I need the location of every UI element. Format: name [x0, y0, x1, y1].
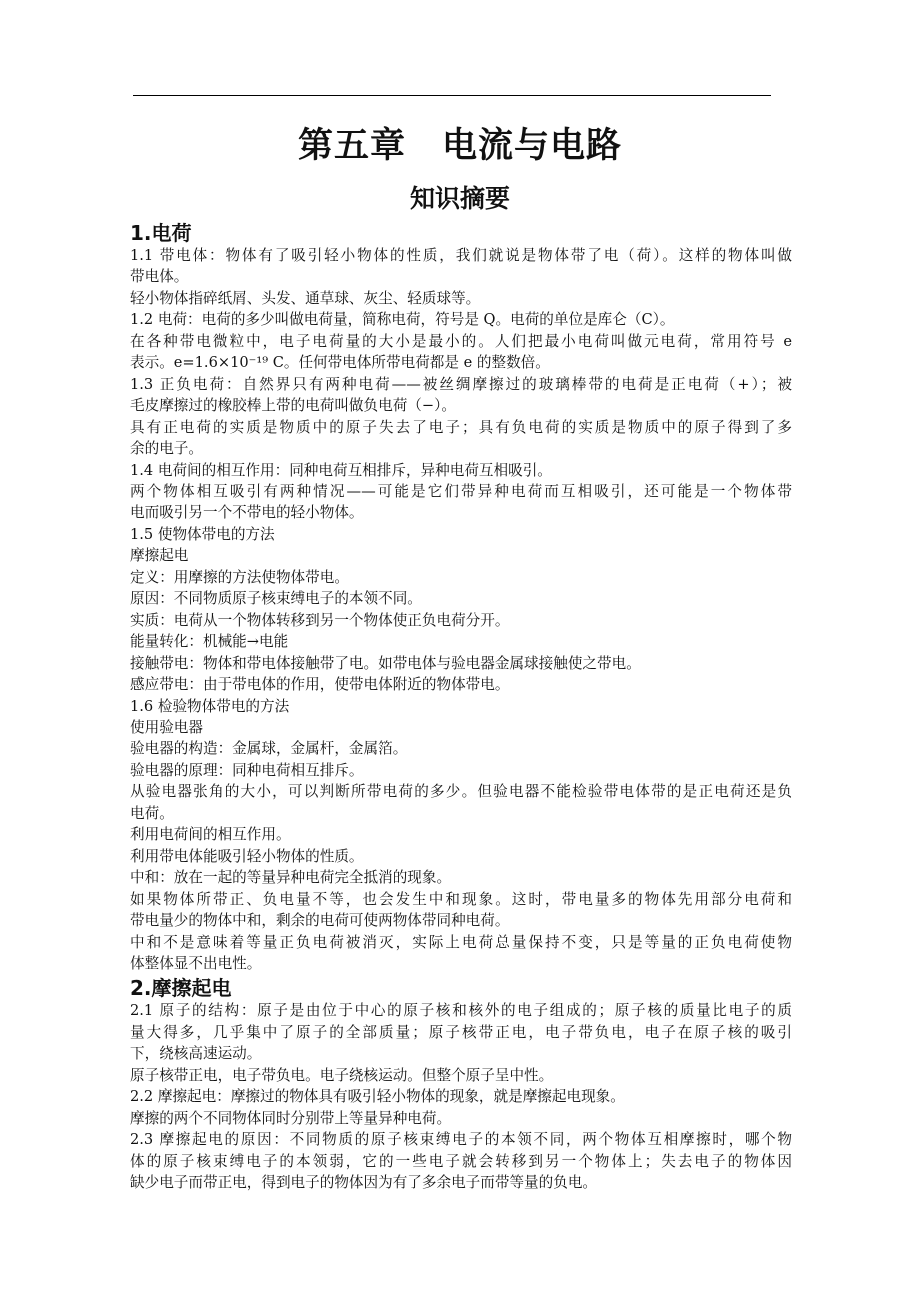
text-line: 余的电子。 [130, 440, 203, 458]
chapter-title: 第五章 电流与电路 [297, 126, 622, 166]
text-line: 带电体。 [130, 268, 189, 286]
text-line: 缺少电子而带正电，得到电子的物体因为有了多余电子而带等量的负电。 [130, 1174, 598, 1192]
text-line: 1.4 电荷间的相互作用：同种电荷互相排斥，异种电荷互相吸引。 [130, 461, 552, 479]
text-line: 毛皮摩擦过的橡胶棒上带的电荷叫做负电荷（−）。 [130, 397, 456, 415]
text-line: 从验电器张角的大小，可以判断所带电荷的多少。但验电器不能检验带电体带的是正电荷还是负 [130, 783, 792, 801]
text-line: 2.2 摩擦起电：摩擦过的物体具有吸引轻小物体的现象，就是摩擦起电现象。 [130, 1088, 625, 1106]
text-line: 体整体显不出电性。 [130, 954, 262, 972]
text-line: 接触带电：物体和带电体接触带了电。如带电体与验电器金属球接触使之带电。 [130, 654, 641, 672]
text-line: 感应带电：由于带电体的作用，使带电体附近的物体带电。 [130, 676, 510, 694]
text-line: 表示。e=1.6×10⁻¹⁹ C。任何带电体所带电荷都是 e 的整数倍。 [130, 354, 550, 372]
document-body [130, 221, 792, 1193]
text-line: 两个物体相互吸引有两种情况——可能是它们带异种电荷而互相吸引，还可能是一个物体带 [130, 482, 792, 500]
text-line: 1.2 电荷：电荷的多少叫做电荷量，简称电荷，符号是 Q。电荷的单位是库仑（C）。 [130, 311, 675, 329]
text-line: 1.5 使物体带电的方法 [130, 525, 275, 543]
section-heading: 1.电荷 [130, 221, 192, 245]
text-line: 如果物体所带正、负电量不等，也会发生中和现象。这时，带电量多的物体先用部分电荷和 [130, 890, 792, 908]
text-line: 定义：用摩擦的方法使物体带电。 [130, 568, 349, 586]
text-line: 1.3 正负电荷：自然界只有两种电荷——被丝绸摩擦过的玻璃棒带的电荷是正电荷（+）；被 [130, 375, 792, 393]
text-line: 实质：电荷从一个物体转移到另一个物体使正负电荷分开。 [130, 611, 510, 629]
text-line: 具有正电荷的实质是物质中的原子失去了电子；具有负电荷的实质是物质中的原子得到了多 [130, 418, 792, 436]
section-electric-charge [130, 221, 792, 974]
text-line: 摩擦的两个不同物体同时分别带上等量异种电荷。 [130, 1109, 452, 1127]
header-rule [133, 95, 771, 96]
text-line: 验电器的构造：金属球，金属杆，金属箔。 [130, 740, 408, 758]
text-line: 原因：不同物质原子核束缚电子的本领不同。 [130, 590, 422, 608]
text-line: 摩擦起电 [130, 547, 189, 565]
text-line: 1.1 带电体：物体有了吸引轻小物体的性质，我们就说是物体带了电（荷）。这样的物体叫做 [130, 247, 792, 264]
text-line: 中和：放在一起的等量异种电荷完全抵消的现象。 [130, 869, 452, 887]
text-line: 原子核带正电，电子带负电。电子绕核运动。但整个原子呈中性。 [130, 1066, 554, 1084]
text-line: 带电量少的物体中和，剩余的电荷可使两物体带同种电荷。 [130, 912, 510, 930]
text-line: 电荷。 [130, 804, 174, 822]
text-line: 中和不是意味着等量正负电荷被消灭，实际上电荷总量保持不变，只是等量的正负电荷使物 [130, 933, 792, 951]
text-line: 电而吸引另一个不带电的轻小物体。 [130, 504, 364, 522]
text-line: 下，绕核高速运动。 [130, 1045, 262, 1063]
section-subtitle: 知识摘要 [409, 184, 510, 213]
section-friction-electrification [130, 976, 792, 1193]
text-line: 使用验电器 [130, 718, 203, 736]
text-line: 轻小物体指碎纸屑、头发、通草球、灰尘、轻质球等。 [130, 289, 481, 307]
text-line: 2.3 摩擦起电的原因：不同物质的原子核束缚电子的本领不同，两个物体互相摩擦时，哪个物 [130, 1131, 792, 1149]
text-line: 能量转化：机械能→电能 [130, 633, 289, 651]
section-heading: 2.摩擦起电 [130, 976, 232, 1001]
text-line: 量大得多，几乎集中了原子的全部质量；原子核带正电，电子带负电，电子在原子核的吸引 [130, 1023, 792, 1041]
text-line: 1.6 检验物体带电的方法 [130, 697, 290, 715]
text-line: 利用带电体能吸引轻小物体的性质。 [130, 847, 364, 865]
text-line: 体的原子核束缚电子的本领弱，它的一些电子就会转移到另一个物体上；失去电子的物体因 [130, 1152, 792, 1170]
text-line: 在各种带电微粒中，电子电荷量的大小是最小的。人们把最小电荷叫做元电荷，常用符号 e [130, 332, 792, 350]
text-line: 验电器的原理：同种电荷相互排斥。 [130, 761, 364, 779]
text-line: 2.1 原子的结构：原子是由位于中心的原子核和核外的电子组成的；原子核的质量比电子的质 [130, 1002, 792, 1020]
text-line: 利用电荷间的相互作用。 [130, 826, 291, 844]
